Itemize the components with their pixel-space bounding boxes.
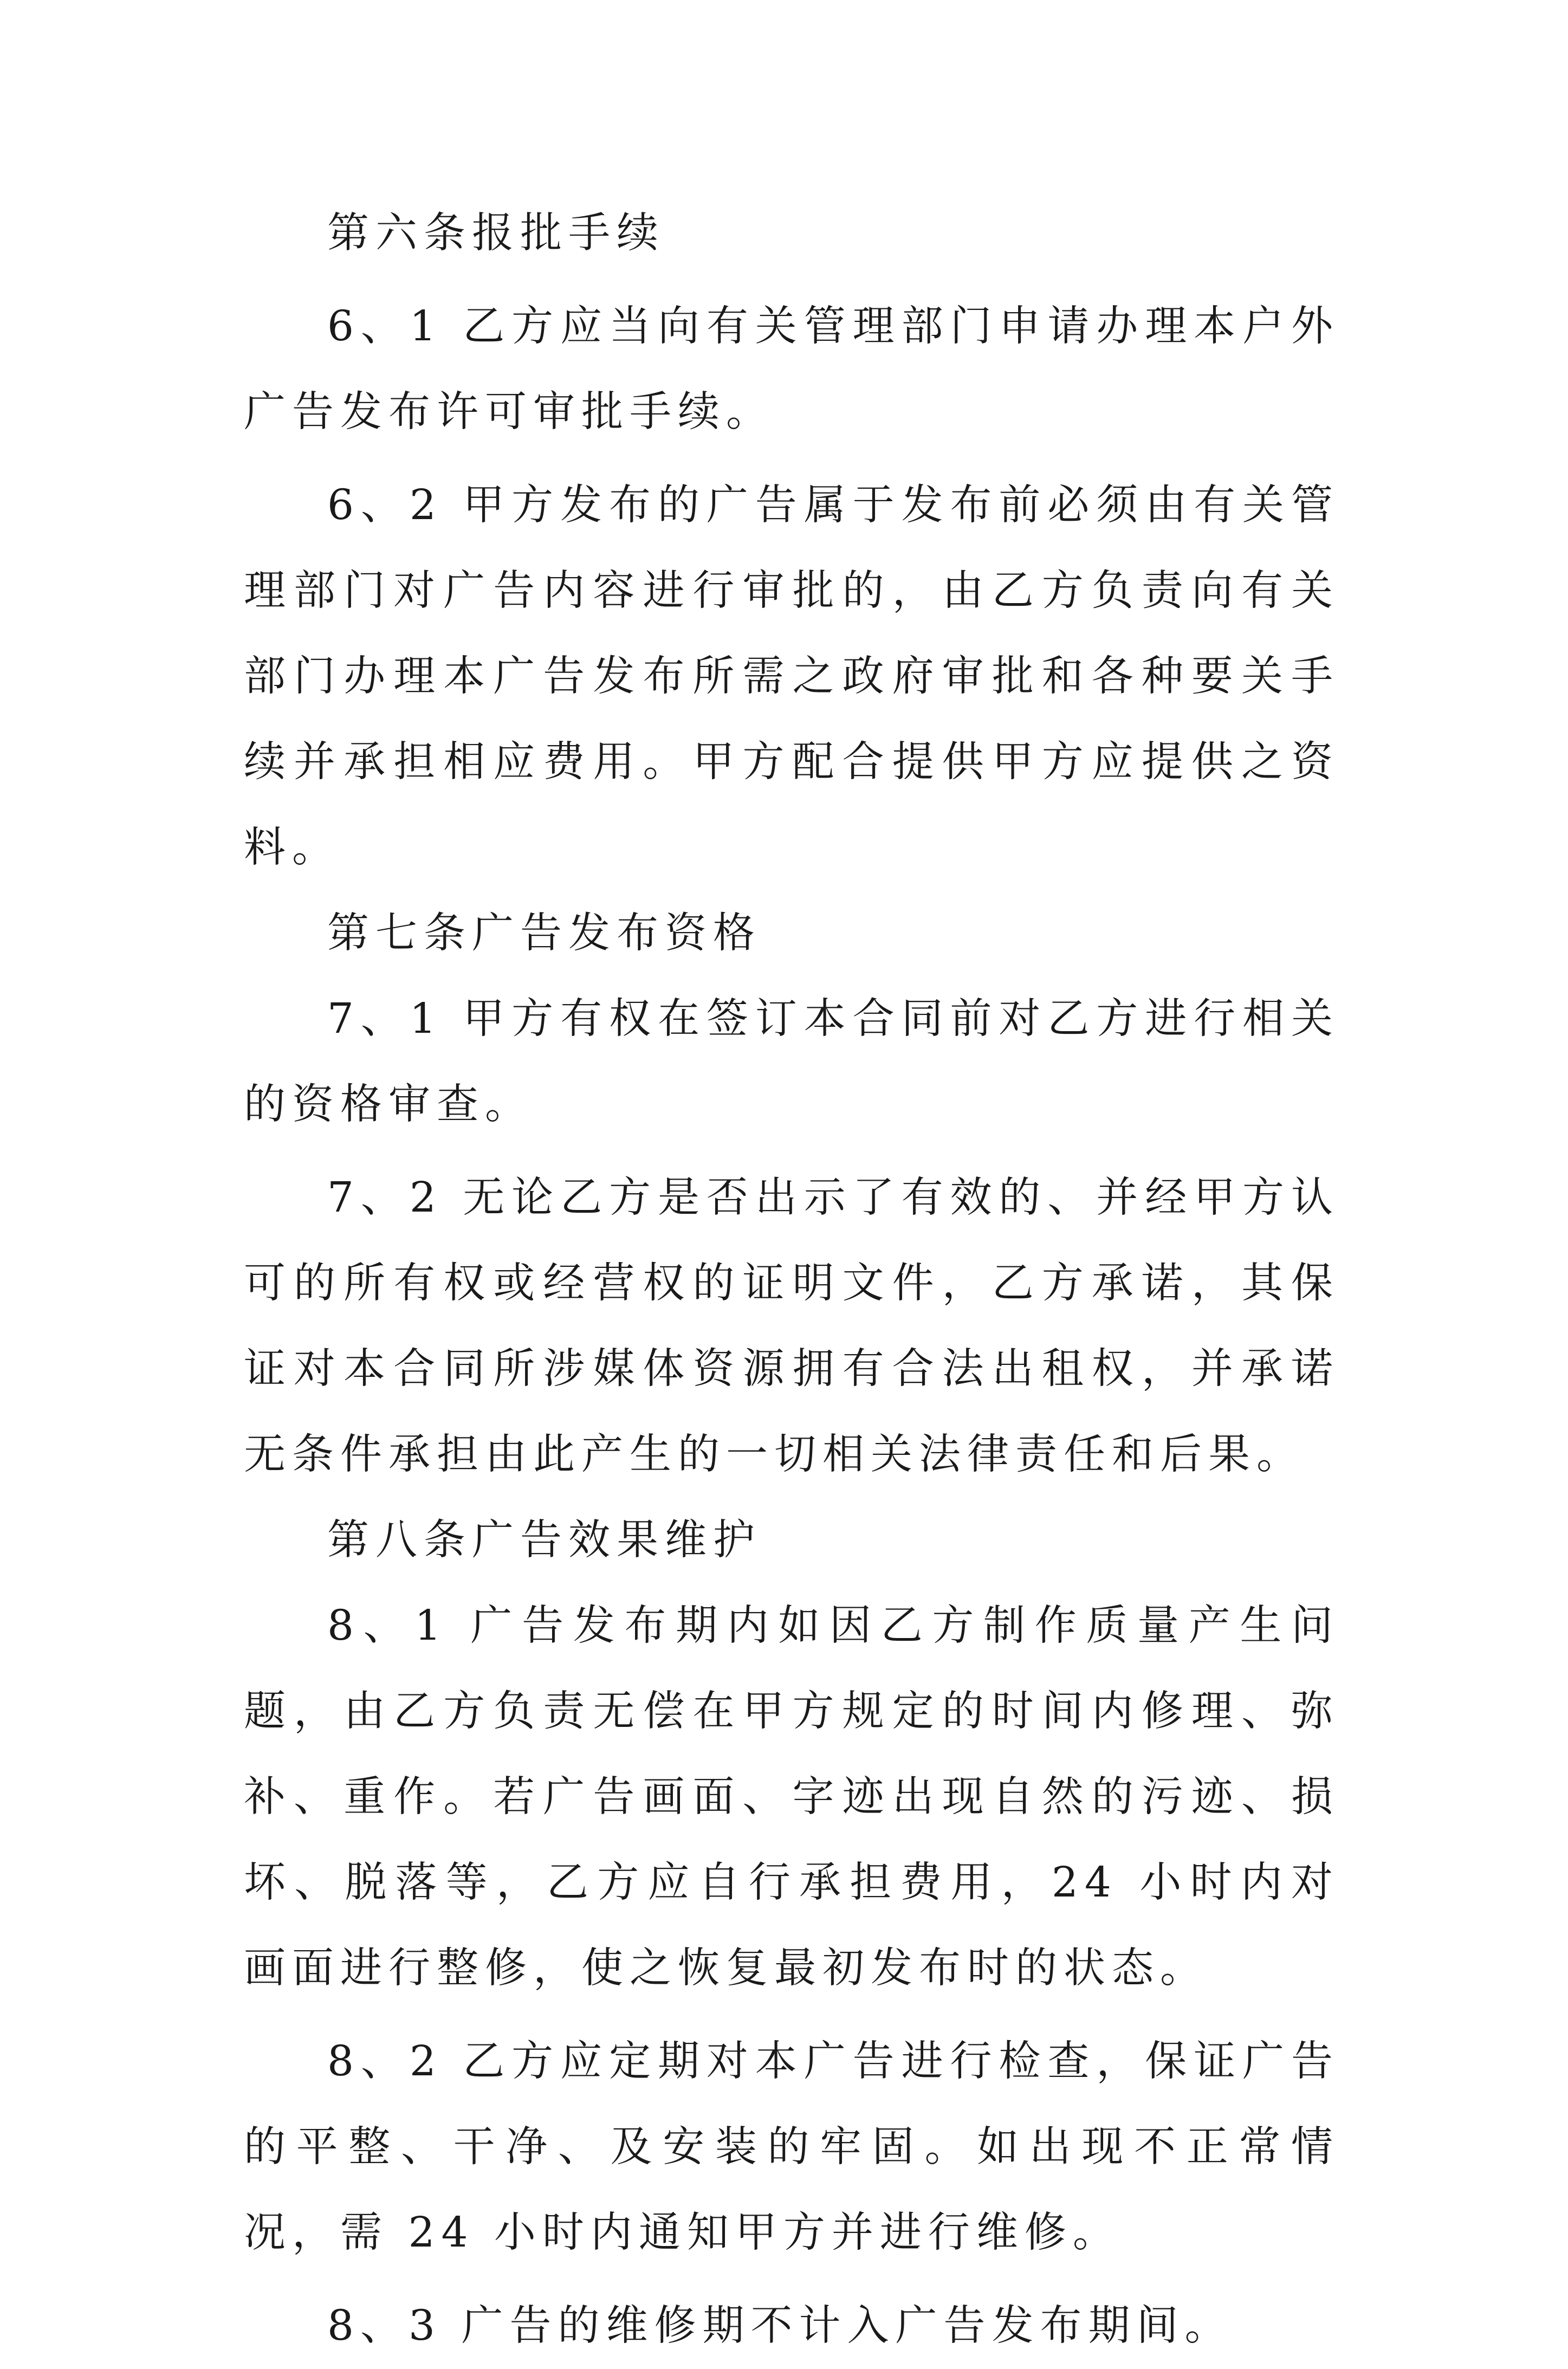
article-6-heading: 第六条报批手续 [327,209,665,257]
clause-8-3: 8、3 广告的维修期不计入广告发布期间。 [327,2302,1233,2350]
clause-8-2: 8、2 乙方应定期对本广告进行检查，保证广告的平整、干净、及安装的牢固。如出现不正常情况，需 24 小时内通知甲方并进行维修。 [244,2037,1339,2257]
clause-6-1: 6、1 乙方应当向有关管理部门申请办理本户外广告发布许可审批手续。 [244,302,1339,436]
clause-7-1: 7、1 甲方有权在签订本合同前对乙方进行相关的资格审查。 [244,995,1339,1129]
clause-6-2: 6、2 甲方发布的广告属于发布前必须由有关管理部门对广告内容进行审批的，由乙方负责向有关部门办理本广告发布所需之政府审批和各种要关手续并承担相应费用。甲方配合提供甲方应提供之资料。 [244,481,1339,872]
document-body [244,191,1339,2369]
article-8-heading: 第八条广告效果维护 [327,1516,761,1564]
article-7-heading: 第七条广告发布资格 [327,909,761,957]
clause-7-2: 7、2 无论乙方是否出示了有效的、并经甲方认可的所有权或经营权的证明文件，乙方承诺，其保证对本合同所涉媒体资源拥有合法出租权，并承诺无条件承担由此产生的一切相关法律责任和后果。 [244,1174,1339,1479]
clause-8-1: 8、1 广告发布期内如因乙方制作质量产生问题，由乙方负责无偿在甲方规定的时间内修理、弥补、重作。若广告画面、字迹出现自然的污迹、损坏、脱落等，乙方应自行承担费用，24 小时内对画面进行整修，使之恢复最初发布时的状态。 [244,1602,1339,1992]
